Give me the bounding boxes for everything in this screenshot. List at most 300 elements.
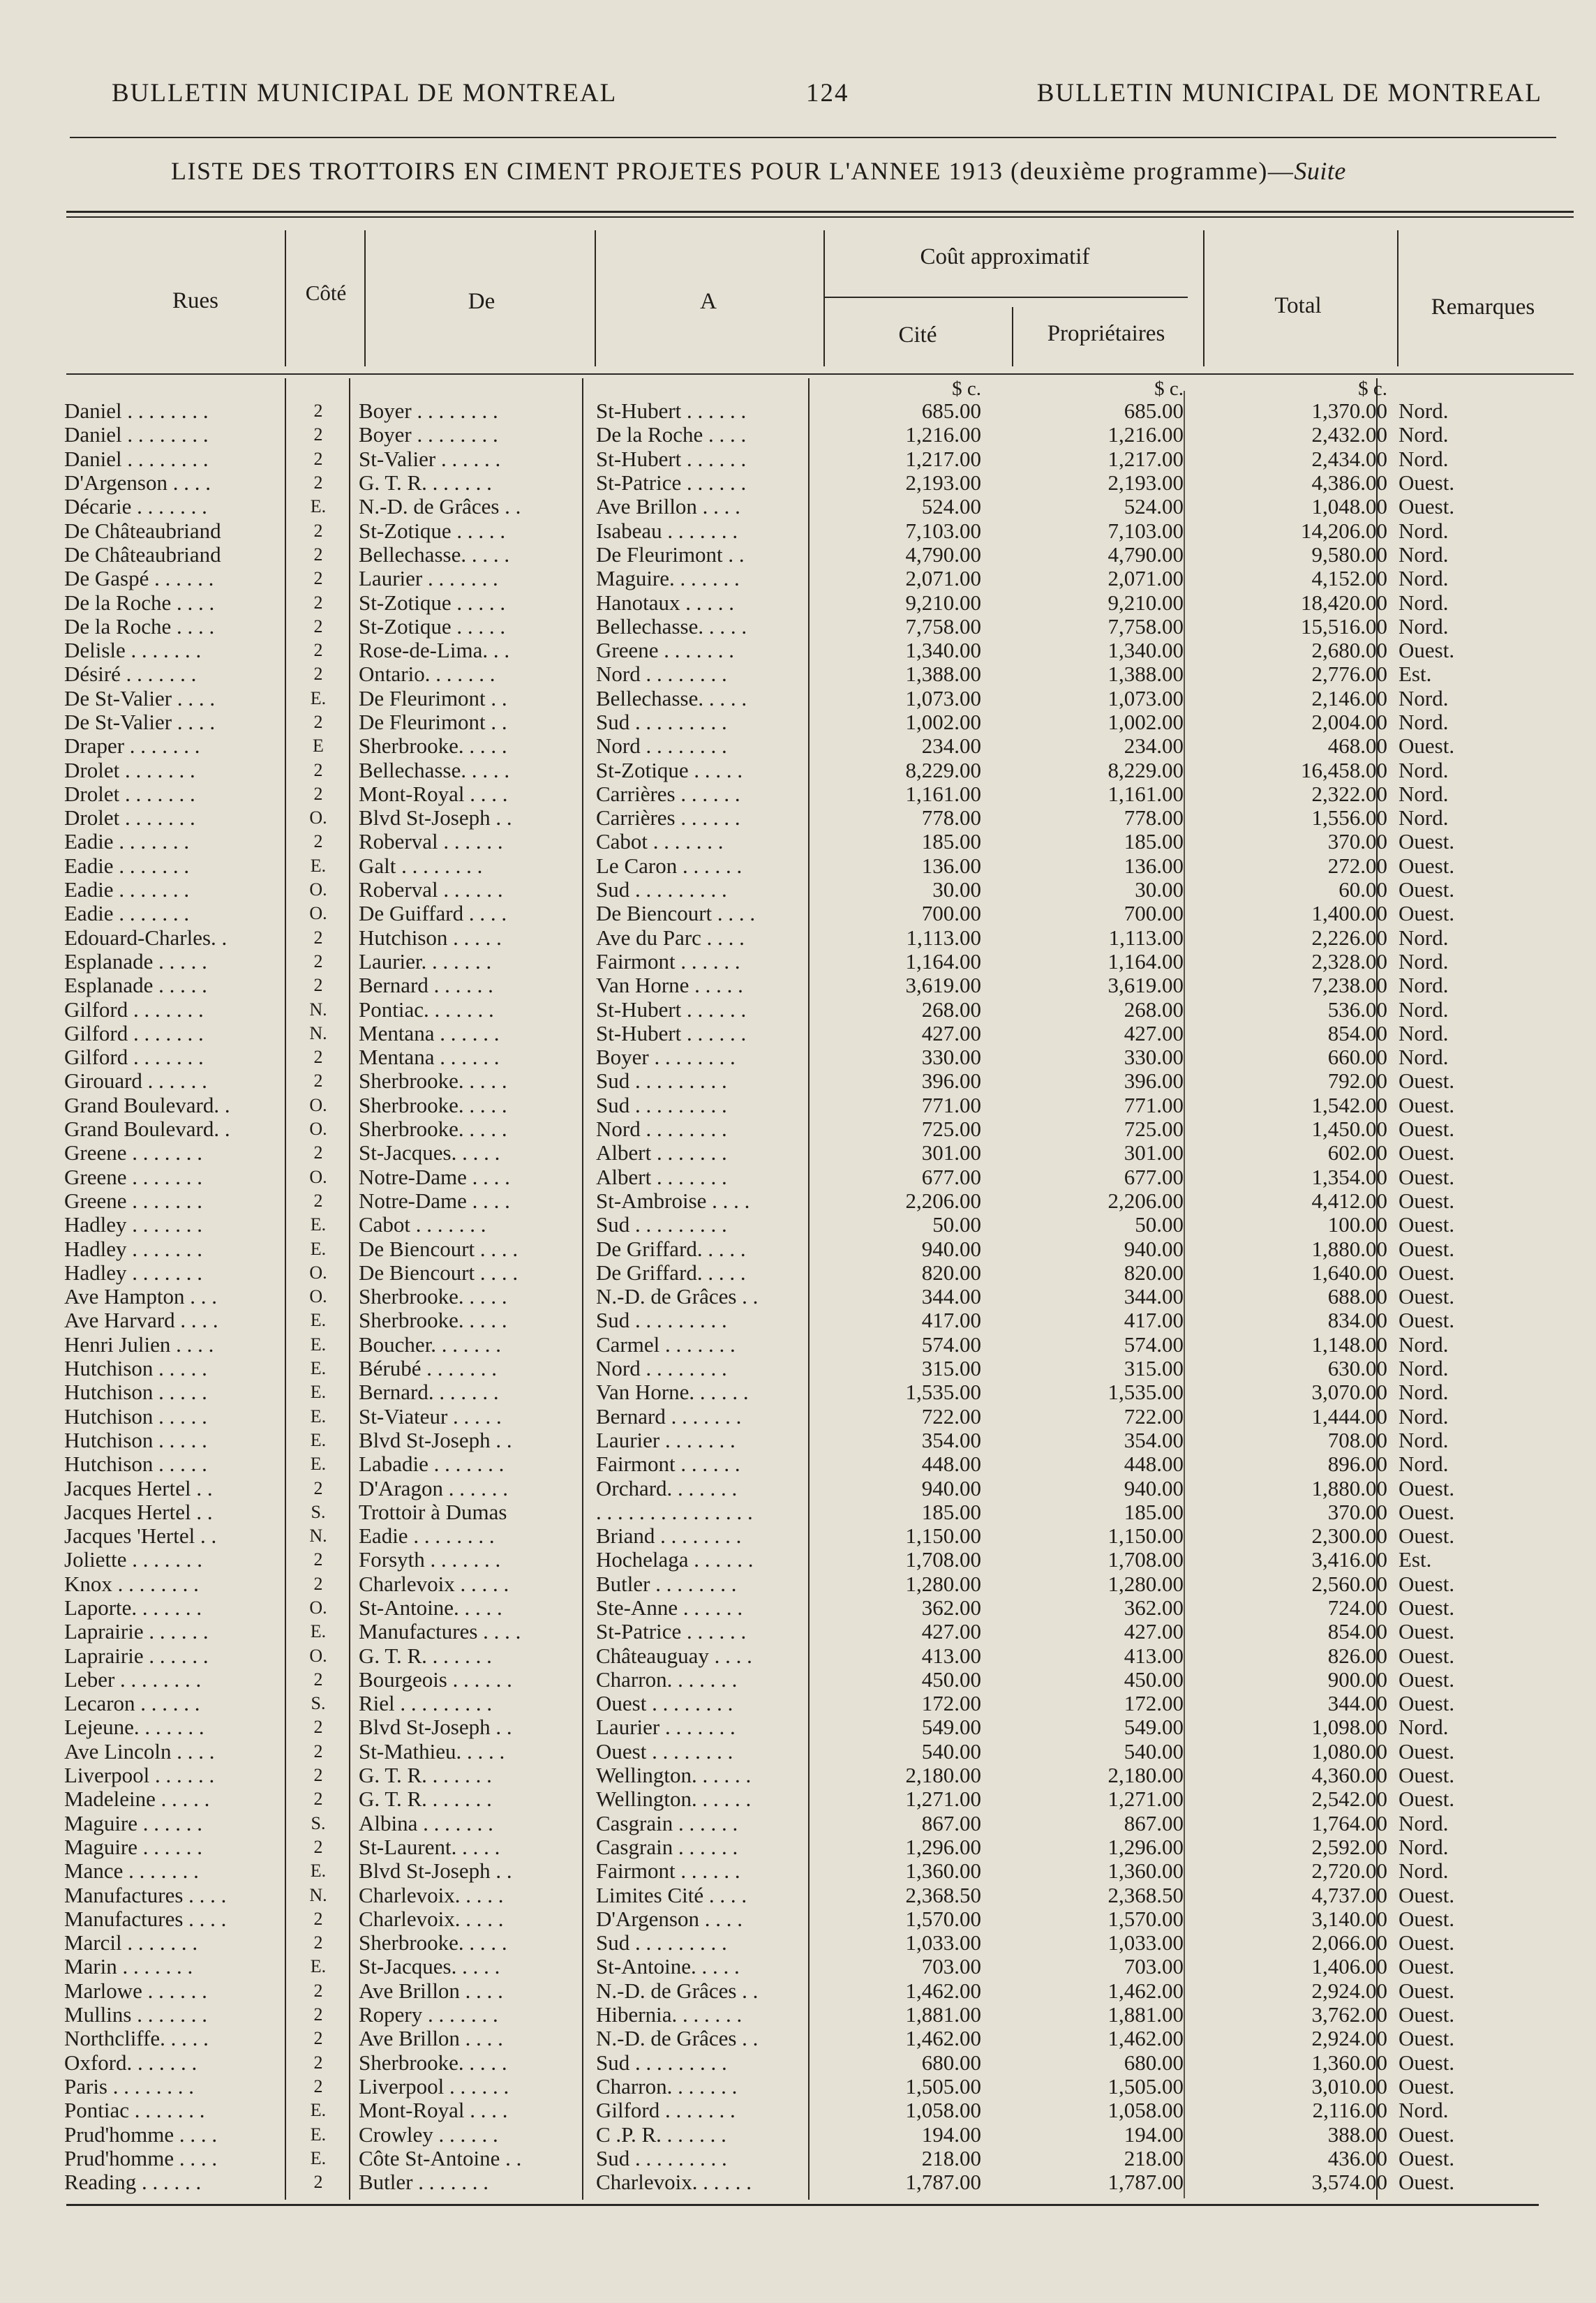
cite-cell: 722.00 [921, 1404, 981, 1429]
table-row [64, 1261, 1524, 1285]
a-cell: N.-D. de Grâces . . [596, 1978, 759, 2003]
rue-cell: Henri Julien . . . . [64, 1332, 214, 1357]
rue-cell: Drolet . . . . . . . [64, 806, 195, 830]
cote-cell: 2 [313, 664, 323, 685]
total-cell: 1,450.00 [1311, 1117, 1387, 1142]
a-cell: Gilford . . . . . . . [596, 2099, 736, 2123]
remarques-cell: Ouest. [1399, 1739, 1455, 1764]
proprietaires-cell: 4,790.00 [1107, 542, 1184, 567]
table-top-rule-2 [66, 216, 1574, 218]
total-cell: 344.00 [1327, 1692, 1387, 1716]
total-cell: 1,406.00 [1311, 1955, 1387, 1979]
cote-cell: N. [309, 1526, 327, 1546]
remarques-cell: Nord. [1399, 1452, 1449, 1477]
table-row [64, 2170, 1524, 2194]
table-row [64, 447, 1524, 471]
table-row [64, 1668, 1524, 1692]
total-cell: 2,328.00 [1311, 949, 1387, 974]
rue-cell: Décarie . . . . . . . [64, 495, 207, 519]
remarques-cell: Nord. [1399, 1332, 1449, 1357]
rue-cell: Northcliffe. . . . . [64, 2027, 209, 2051]
de-cell: Blvd St-Joseph . . [359, 806, 512, 830]
table-row [64, 1787, 1524, 1811]
table-row [64, 782, 1524, 806]
proprietaires-cell: 940.00 [1124, 1237, 1184, 1261]
total-cell: 2,322.00 [1311, 782, 1387, 806]
cite-cell: 940.00 [921, 1237, 981, 1261]
cite-cell: 703.00 [921, 1955, 981, 1979]
table-row [64, 639, 1524, 662]
a-cell: Greene . . . . . . . [596, 638, 734, 663]
a-cell: Casgrain . . . . . . [596, 1835, 738, 1859]
proprietaires-cell: 2,193.00 [1107, 470, 1184, 495]
total-cell: 4,737.00 [1311, 1883, 1387, 1907]
table-row [64, 1835, 1524, 1859]
total-cell: 2,776.00 [1311, 662, 1387, 687]
cite-cell: 1,787.00 [905, 2170, 981, 2195]
proprietaires-cell: 1,161.00 [1107, 782, 1184, 806]
remarques-cell: Ouest. [1399, 1667, 1455, 1692]
rue-cell: Joliette . . . . . . . [64, 1548, 203, 1572]
rue-cell: Drolet . . . . . . . [64, 758, 195, 782]
cote-cell: E. [310, 2147, 327, 2168]
total-cell: 724.00 [1327, 1595, 1387, 1620]
remarques-cell: Ouest. [1399, 877, 1455, 902]
table-row [64, 1620, 1524, 1644]
de-cell: St-Zotique . . . . . [359, 590, 506, 615]
de-cell: Boyer . . . . . . . . [359, 423, 498, 447]
cite-cell: 362.00 [921, 1595, 981, 1620]
cite-cell: 685.00 [921, 399, 981, 424]
total-cell: 2,542.00 [1311, 1787, 1387, 1812]
cote-cell: 2 [313, 2004, 323, 2025]
rue-cell: Lecaron . . . . . . [64, 1692, 200, 1716]
total-cell: 2,434.00 [1311, 447, 1387, 471]
col-header-remarques: Remarques [1431, 295, 1535, 320]
de-cell: Ave Brillon . . . . [359, 2027, 503, 2051]
cote-cell: E. [310, 1956, 327, 1977]
table-row [64, 1285, 1524, 1309]
divider-7 [1397, 230, 1399, 366]
a-cell: Carrières . . . . . . [596, 782, 740, 806]
remarques-cell: Nord. [1399, 782, 1449, 806]
cite-cell: 396.00 [921, 1069, 981, 1094]
total-cell: 2,680.00 [1311, 638, 1387, 663]
total-cell: 7,238.00 [1311, 974, 1387, 998]
total-cell: 272.00 [1327, 854, 1387, 878]
cote-cell: E. [310, 1429, 327, 1450]
a-cell: Hibernia. . . . . . . [596, 2002, 743, 2027]
table-row [64, 1979, 1524, 2003]
remarques-cell: Ouest. [1399, 2122, 1455, 2147]
proprietaires-cell: 2,368.50 [1107, 1883, 1184, 1907]
de-cell: St-Jacques. . . . . [359, 1955, 500, 1979]
cite-cell: 427.00 [921, 1620, 981, 1644]
a-cell: Ave Brillon . . . . [596, 495, 740, 519]
rue-cell: Greene . . . . . . . [64, 1188, 202, 1213]
remarques-cell: Ouest. [1399, 1883, 1455, 1907]
total-cell: 16,458.00 [1301, 758, 1387, 782]
remarques-cell: Ouest. [1399, 1117, 1455, 1142]
proprietaires-cell: 448.00 [1124, 1452, 1184, 1477]
divider-4 [823, 230, 825, 366]
proprietaires-cell: 2,071.00 [1107, 567, 1184, 591]
rue-cell: Maguire . . . . . . [64, 1835, 203, 1859]
rue-cell: Jacques 'Hertel . . [64, 1523, 217, 1549]
proprietaires-cell: 30.00 [1135, 877, 1184, 902]
cote-cell: E. [310, 687, 327, 708]
units-cite: $ c. [952, 378, 981, 399]
a-cell: St-Zotique . . . . . [596, 758, 743, 782]
table-row [64, 1357, 1524, 1380]
de-cell: St-Mathieu. . . . . [359, 1739, 505, 1764]
remarques-cell: Ouest. [1399, 1500, 1455, 1524]
cote-cell: E. [310, 1382, 327, 1403]
table-row [64, 1045, 1524, 1069]
proprietaires-cell: 194.00 [1124, 2122, 1184, 2147]
total-cell: 3,070.00 [1311, 1380, 1387, 1405]
remarques-cell: Ouest. [1399, 734, 1455, 759]
rue-cell: Maguire . . . . . . [64, 1811, 203, 1835]
a-cell: St-Patrice . . . . . . [596, 470, 747, 495]
proprietaires-cell: 1,280.00 [1107, 1572, 1184, 1596]
proprietaires-cell: 1,216.00 [1107, 423, 1184, 447]
table-row [64, 1213, 1524, 1237]
cote-cell: 2 [313, 1142, 323, 1163]
cote-cell: 2 [313, 975, 323, 996]
col-header-de: De [468, 289, 495, 314]
table-row [64, 1165, 1524, 1189]
cite-cell: 450.00 [921, 1667, 981, 1692]
cite-cell: 725.00 [921, 1117, 981, 1142]
total-cell: 3,140.00 [1311, 1907, 1387, 1931]
rue-cell: Eadie . . . . . . . [64, 877, 190, 902]
total-cell: 468.00 [1327, 734, 1387, 759]
de-cell: Mentana . . . . . . [359, 1045, 500, 1070]
remarques-cell: Nord. [1399, 1356, 1449, 1381]
proprietaires-cell: 362.00 [1124, 1595, 1184, 1620]
divider-3 [595, 230, 596, 366]
total-cell: 4,386.00 [1311, 470, 1387, 495]
cote-cell: S. [311, 1501, 326, 1522]
de-cell: Sherbrooke. . . . . [359, 1284, 507, 1309]
cote-cell: 2 [313, 1741, 323, 1761]
total-cell: 854.00 [1327, 1620, 1387, 1644]
cite-cell: 1,002.00 [905, 710, 981, 734]
table-row [64, 710, 1524, 734]
proprietaires-cell: 1,150.00 [1107, 1523, 1184, 1549]
cote-cell: S. [311, 1693, 326, 1714]
cite-cell: 427.00 [921, 1021, 981, 1045]
table-row [64, 1069, 1524, 1093]
a-cell: Sud . . . . . . . . . [596, 1309, 727, 1333]
cite-cell: 1,271.00 [905, 1787, 981, 1812]
proprietaires-cell: 867.00 [1124, 1811, 1184, 1835]
col-header-cote: Côté [305, 281, 347, 305]
rue-cell: Greene . . . . . . . [64, 1141, 202, 1165]
proprietaires-cell: 413.00 [1124, 1644, 1184, 1668]
rue-cell: Gilford . . . . . . . [64, 1045, 204, 1070]
a-cell: Ouest . . . . . . . . [596, 1692, 733, 1716]
table-row [64, 926, 1524, 950]
proprietaires-cell: 450.00 [1124, 1667, 1184, 1692]
de-cell: Sherbrooke. . . . . [359, 1309, 507, 1333]
de-cell: Charlevoix . . . . . [359, 1572, 509, 1596]
table-row [64, 997, 1524, 1021]
remarques-cell: Ouest. [1399, 1237, 1455, 1261]
cote-cell: 2 [313, 520, 323, 541]
table-row [64, 1237, 1524, 1260]
cite-cell: 268.00 [921, 997, 981, 1022]
rue-cell: Oxford. . . . . . . [64, 2050, 197, 2075]
table-row [64, 1572, 1524, 1596]
header-rule [70, 137, 1556, 138]
rue-cell: De St-Valier . . . . [64, 710, 216, 734]
cite-cell: 234.00 [921, 734, 981, 759]
cite-cell: 136.00 [921, 854, 981, 878]
proprietaires-cell: 315.00 [1124, 1356, 1184, 1381]
a-cell: Charlevoix. . . . . . [596, 2170, 752, 2195]
de-cell: St-Valier . . . . . . [359, 447, 501, 471]
table-row [64, 687, 1524, 710]
cote-cell: N. [309, 1022, 327, 1043]
remarques-cell: Ouest. [1399, 1572, 1455, 1596]
table-row [64, 662, 1524, 686]
remarques-cell: Ouest. [1399, 470, 1455, 495]
cote-cell: 2 [313, 640, 323, 661]
a-cell: Carrières . . . . . . [596, 806, 740, 830]
de-cell: Boyer . . . . . . . . [359, 399, 498, 424]
proprietaires-cell: 1,881.00 [1107, 2002, 1184, 2027]
total-cell: 3,762.00 [1311, 2002, 1387, 2027]
remarques-cell: Nord. [1399, 686, 1449, 710]
proprietaires-cell: 8,229.00 [1107, 758, 1184, 782]
header-bottom-rule [66, 373, 1574, 375]
de-cell: Manufactures . . . . [359, 1620, 521, 1644]
cite-cell: 1,216.00 [905, 423, 981, 447]
proprietaires-cell: 136.00 [1124, 854, 1184, 878]
table-row [64, 519, 1524, 542]
cite-cell: 417.00 [921, 1309, 981, 1333]
rue-cell: Hadley . . . . . . . [64, 1260, 203, 1285]
de-cell: St-Laurent. . . . . [359, 1835, 500, 1859]
rue-cell: Ave Hampton . . . [64, 1284, 217, 1309]
a-cell: Boyer . . . . . . . . [596, 1045, 736, 1070]
de-cell: St-Viateur . . . . . [359, 1404, 502, 1429]
table-row [64, 2075, 1524, 2099]
table-row [64, 1404, 1524, 1428]
total-cell: 536.00 [1327, 997, 1387, 1022]
a-cell: Fairmont . . . . . . [596, 1859, 740, 1884]
cote-cell: O. [309, 1262, 327, 1283]
rue-cell: Reading . . . . . . [64, 2170, 202, 2195]
table-row [64, 806, 1524, 830]
cote-cell: E. [310, 1310, 327, 1331]
cite-cell: 680.00 [921, 2050, 981, 2075]
total-cell: 1,354.00 [1311, 1165, 1387, 1189]
cote-cell: E. [310, 1861, 327, 1881]
remarques-cell: Ouest. [1399, 1260, 1455, 1285]
table-row [64, 1931, 1524, 1955]
proprietaires-cell: 771.00 [1124, 1093, 1184, 1117]
total-cell: 1,880.00 [1311, 1476, 1387, 1500]
cote-cell: E. [310, 2100, 327, 2121]
table-row [64, 1117, 1524, 1141]
cite-cell: 7,103.00 [905, 519, 981, 543]
cite-cell: 1,340.00 [905, 638, 981, 663]
de-cell: De Biencourt . . . . [359, 1260, 519, 1285]
rue-cell: Grand Boulevard. . [64, 1093, 230, 1117]
remarques-cell: Nord. [1399, 949, 1449, 974]
rue-cell: De St-Valier . . . . [64, 686, 216, 710]
cite-cell: 2,368.50 [905, 1883, 981, 1907]
proprietaires-cell: 301.00 [1124, 1141, 1184, 1165]
total-cell: 2,116.00 [1312, 2099, 1387, 2123]
remarques-cell: Ouest. [1399, 1955, 1455, 1979]
units-total: $ c. [1358, 378, 1387, 399]
proprietaires-cell: 1,058.00 [1107, 2099, 1184, 2123]
cite-cell: 7,758.00 [905, 614, 981, 639]
proprietaires-cell: 268.00 [1124, 997, 1184, 1022]
rue-cell: Laporte. . . . . . . [64, 1595, 202, 1620]
rue-cell: Knox . . . . . . . . [64, 1572, 199, 1596]
table-row [64, 1476, 1524, 1500]
cite-cell: 1,570.00 [905, 1907, 981, 1931]
proprietaires-cell: 725.00 [1124, 1117, 1184, 1142]
total-cell: 2,004.00 [1311, 710, 1387, 734]
cote-cell: 2 [313, 1669, 323, 1690]
a-cell: Carmel . . . . . . . [596, 1332, 736, 1357]
table-row [64, 1955, 1524, 1978]
rue-cell: De Châteaubriand [64, 542, 221, 567]
de-cell: Cabot . . . . . . . [359, 1213, 486, 1237]
de-cell: Bernard . . . . . . [359, 974, 493, 998]
cote-cell: O. [309, 879, 327, 900]
remarques-cell: Nord. [1399, 590, 1449, 615]
total-cell: 14,206.00 [1301, 519, 1387, 543]
remarques-cell: Ouest. [1399, 1188, 1455, 1213]
proprietaires-cell: 2,180.00 [1107, 1763, 1184, 1788]
de-cell: Albina . . . . . . . [359, 1811, 493, 1835]
cote-cell: 2 [313, 1549, 323, 1570]
rue-cell: Eadie . . . . . . . [64, 830, 190, 854]
rue-cell: Manufactures . . . . [64, 1883, 227, 1907]
proprietaires-cell: 218.00 [1124, 2146, 1184, 2170]
remarques-cell: Nord. [1399, 519, 1449, 543]
a-cell: Van Horne. . . . . . [596, 1380, 749, 1405]
table-row [64, 1548, 1524, 1572]
remarques-cell: Ouest. [1399, 1644, 1455, 1668]
cout-underline [825, 297, 1188, 298]
remarques-cell: Nord. [1399, 925, 1449, 950]
cite-cell: 1,073.00 [905, 686, 981, 710]
de-cell: De Fleurimont . . [359, 710, 507, 734]
rue-cell: Prud'homme . . . . [64, 2122, 218, 2147]
remarques-cell: Nord. [1399, 1835, 1449, 1859]
de-cell: Ropery . . . . . . . [359, 2002, 498, 2027]
a-cell: Limites Cité . . . . [596, 1883, 747, 1907]
total-cell: 60.00 [1338, 877, 1387, 902]
de-cell: Trottoir à Dumas [359, 1500, 507, 1524]
de-cell: Bérubé . . . . . . . [359, 1356, 498, 1381]
cite-cell: 1,217.00 [905, 447, 981, 471]
table-row [64, 590, 1524, 614]
cote-cell: E. [310, 1238, 327, 1259]
cite-cell: 524.00 [921, 495, 981, 519]
total-cell: 2,432.00 [1311, 423, 1387, 447]
cote-cell: 2 [313, 2075, 323, 2096]
total-cell: 2,226.00 [1311, 925, 1387, 950]
a-cell: C .P. R. . . . . . . [596, 2122, 726, 2147]
remarques-cell: Ouest. [1399, 854, 1455, 878]
cote-cell: 2 [313, 1908, 323, 1929]
cite-cell: 50.00 [932, 1213, 981, 1237]
divider-5 [1012, 307, 1013, 366]
proprietaires-cell: 540.00 [1124, 1739, 1184, 1764]
table-bottom-rule [66, 2204, 1539, 2206]
de-cell: St-Zotique . . . . . [359, 519, 506, 543]
de-cell: G. T. R. . . . . . . [359, 1763, 492, 1788]
cote-cell: 2 [313, 1190, 323, 1211]
col-header-cite: Cité [898, 322, 937, 348]
proprietaires-cell: 1,113.00 [1108, 925, 1184, 950]
de-cell: G. T. R. . . . . . . [359, 1787, 492, 1812]
proprietaires-cell: 1,462.00 [1107, 2027, 1184, 2051]
a-cell: Laurier . . . . . . . [596, 1715, 736, 1740]
a-cell: St-Hubert . . . . . . [596, 447, 747, 471]
page-title [171, 156, 1497, 186]
table-row [64, 734, 1524, 758]
de-cell: Charlevoix. . . . . [359, 1907, 504, 1931]
running-header-left: BULLETIN MUNICIPAL DE MONTREAL [112, 79, 618, 107]
page-number: 124 [806, 79, 849, 107]
a-cell: Laurier . . . . . . . [596, 1428, 736, 1452]
a-cell: Châteauguay . . . . [596, 1644, 752, 1668]
divider-6 [1203, 230, 1205, 366]
de-cell: Ontario. . . . . . . [359, 662, 495, 687]
proprietaires-cell: 700.00 [1124, 902, 1184, 926]
cite-cell: 549.00 [921, 1715, 981, 1740]
de-cell: Laurier. . . . . . . [359, 949, 492, 974]
a-cell: De la Roche . . . . [596, 423, 747, 447]
rue-cell: Madeleine . . . . . [64, 1787, 210, 1812]
table-top-rule [66, 211, 1574, 213]
cote-cell: 2 [313, 1071, 323, 1091]
total-cell: 630.00 [1327, 1356, 1387, 1381]
remarques-cell: Ouest. [1399, 2002, 1455, 2027]
a-cell: Charron. . . . . . . [596, 1667, 738, 1692]
cote-cell: 2 [313, 424, 323, 445]
a-cell: Hanotaux . . . . . [596, 590, 735, 615]
a-cell: Sud . . . . . . . . . [596, 1069, 727, 1094]
cite-cell: 1,296.00 [905, 1835, 981, 1859]
page-title-main: LISTE DES TROTTOIRS EN CIMENT PROJETES POUR L'ANNEE 1913 (deuxième programme)— [171, 157, 1295, 185]
total-cell: 826.00 [1327, 1644, 1387, 1668]
a-cell: St-Hubert . . . . . . [596, 997, 747, 1022]
cite-cell: 1,113.00 [906, 925, 981, 950]
de-cell: Galt . . . . . . . . [359, 854, 483, 878]
a-cell: Wellington. . . . . . [596, 1787, 752, 1812]
a-cell: N.-D. de Grâces . . [596, 1284, 759, 1309]
a-cell: Sud . . . . . . . . . [596, 1931, 727, 1955]
proprietaires-cell: 185.00 [1124, 1500, 1184, 1524]
cote-cell: E. [310, 2124, 327, 2145]
rue-cell: Eadie . . . . . . . [64, 902, 190, 926]
total-cell: 708.00 [1327, 1428, 1387, 1452]
de-cell: Mont-Royal . . . . [359, 782, 508, 806]
cite-cell: 1,388.00 [905, 662, 981, 687]
rue-cell: Lejeune. . . . . . . [64, 1715, 204, 1740]
